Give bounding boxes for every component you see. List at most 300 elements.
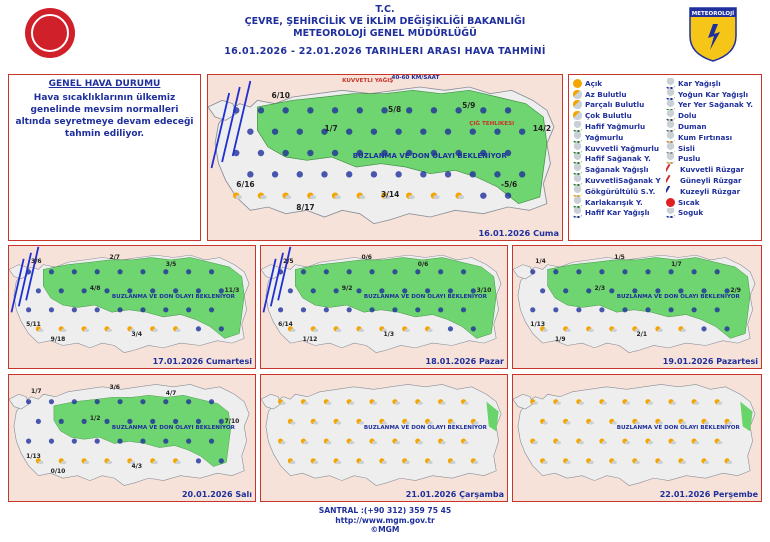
snow-icon <box>196 458 201 463</box>
snow-icon <box>26 439 31 444</box>
header-line1: T.C. <box>375 4 395 15</box>
cloud-icon <box>405 461 410 464</box>
legend-label: Kum Fırtınası <box>678 132 733 142</box>
snow-icon <box>609 288 614 293</box>
snow-icon <box>49 269 54 274</box>
cloud-icon <box>566 329 571 332</box>
footer-copyright: ©MGM <box>370 525 400 534</box>
forecast-date-range: 16.01.2026 - 22.01.2026 TARIHLERI ARASI HAVA TAHMİNİ <box>224 46 546 57</box>
hot-icon <box>666 198 675 207</box>
snow-icon <box>95 269 100 274</box>
snow-icon <box>461 307 466 312</box>
cloud-icon <box>176 461 181 464</box>
snow-icon <box>425 288 430 293</box>
forecast-map-6 <box>260 374 508 502</box>
snow-icon <box>209 399 214 404</box>
rain-icon <box>573 132 582 143</box>
temperature-label: 1/4 <box>535 258 546 266</box>
legend-item <box>573 197 664 208</box>
snow-icon <box>332 107 338 113</box>
snow-icon <box>150 419 155 424</box>
snow-icon <box>668 307 673 312</box>
snow-icon <box>247 171 253 177</box>
cloud-icon <box>303 441 308 444</box>
temperature-label: 6/10 <box>271 91 290 101</box>
cloud-icon <box>463 401 468 404</box>
sun-icon <box>573 79 582 88</box>
snow-icon <box>494 128 500 134</box>
legend-item <box>666 121 757 132</box>
temperature-label: 1/7 <box>324 124 338 134</box>
cloud-icon <box>681 461 686 464</box>
snow-icon <box>586 288 591 293</box>
cloud-icon <box>566 421 571 424</box>
cloud-icon <box>281 441 286 444</box>
snow-icon <box>324 307 329 312</box>
snow-icon <box>420 128 426 134</box>
cloud-icon <box>418 401 423 404</box>
footer-phone: SANTRAL :(+90 312) 359 75 45 <box>318 506 452 515</box>
snow-icon <box>371 128 377 134</box>
snow-icon <box>553 269 558 274</box>
snow-icon <box>448 326 453 331</box>
snow-icon <box>406 107 412 113</box>
cloud-icon <box>533 441 538 444</box>
cloud-icon <box>612 329 617 332</box>
cloud-icon <box>107 461 112 464</box>
cloud-icon <box>336 421 341 424</box>
frost-warning: BUZLANMA VE DON OLAYI BEKLENİYOR <box>111 294 235 301</box>
cloud-icon <box>84 329 89 332</box>
cloud-icon <box>336 329 341 332</box>
cloud-icon <box>281 401 286 404</box>
cloud-icon <box>579 441 584 444</box>
snow-icon <box>196 326 201 331</box>
snow-icon <box>519 171 525 177</box>
snow-icon <box>701 326 706 331</box>
cloud-icon <box>473 461 478 464</box>
snow-icon <box>140 399 145 404</box>
temperature-label: 3/4 <box>131 330 143 338</box>
frost-warning: BUZLANMA VE DON OLAYI BEKLENİYOR <box>111 425 235 431</box>
snow-icon <box>282 150 288 156</box>
snow-icon <box>505 107 511 113</box>
snow-icon <box>186 399 191 404</box>
header <box>0 0 770 70</box>
legend-label: Duman <box>678 122 707 132</box>
cloud-icon <box>61 329 66 332</box>
cloud-icon <box>428 329 433 332</box>
legend-label: Sağanak Yağışlı <box>585 165 649 175</box>
cloud-icon <box>409 195 415 199</box>
cloud-icon <box>428 461 433 464</box>
legend-label: Hafif Kar Yağışlı <box>585 208 650 218</box>
cloud-icon <box>153 461 158 464</box>
temperature-label: 1/2 <box>89 415 101 422</box>
snow-icon <box>272 128 278 134</box>
legend-label: Soguk <box>678 208 704 218</box>
snow-icon <box>196 288 201 293</box>
snow-icon <box>127 288 132 293</box>
legend-item <box>666 175 757 186</box>
cloud-icon <box>349 441 354 444</box>
snow-icon <box>117 439 122 444</box>
snow-icon <box>219 419 224 424</box>
snow-icon <box>82 288 87 293</box>
forecast-day-label: 19.01.2026 Pazartesi <box>662 357 758 366</box>
temperature-label: 2/7 <box>109 254 120 262</box>
cloud-icon <box>671 401 676 404</box>
snow-icon <box>448 288 453 293</box>
snow-icon <box>346 128 352 134</box>
snow-icon <box>357 107 363 113</box>
snow-icon <box>196 419 201 424</box>
cloud-icon <box>285 195 291 199</box>
heavy-snow-icon <box>666 89 675 100</box>
snow-icon <box>402 288 407 293</box>
snow-icon <box>622 269 627 274</box>
snow-icon <box>692 307 697 312</box>
snow-icon <box>186 439 191 444</box>
cloud-icon <box>648 441 653 444</box>
cloud-icon <box>625 441 630 444</box>
snow-icon <box>480 107 486 113</box>
legend-label: Güneyli Rüzgar <box>680 176 742 186</box>
temperature-label: 14/2 <box>532 124 552 134</box>
hail-icon <box>666 110 675 121</box>
cloud-icon <box>395 401 400 404</box>
heavy-shower-icon <box>573 175 582 186</box>
legend-item <box>666 143 757 154</box>
cloud-icon <box>566 461 571 464</box>
temperature-label: 2/3 <box>594 284 606 292</box>
legend-item <box>666 208 757 219</box>
legend-label: Açık <box>585 78 603 88</box>
snow-icon <box>655 288 660 293</box>
cloud-icon <box>625 401 630 404</box>
general-weather-summary <box>8 74 201 241</box>
temperature-label: 9/2 <box>341 284 353 292</box>
snow-icon <box>36 288 41 293</box>
forecast-map-5 <box>8 374 256 502</box>
cloud-icon <box>602 401 607 404</box>
cloud-icon <box>334 195 340 199</box>
forecast-day-label: 17.01.2026 Cumartesi <box>152 357 252 366</box>
legend-item <box>666 89 757 100</box>
forecast-day-label: 18.01.2026 Pazar <box>425 357 504 366</box>
snow-icon <box>519 128 525 134</box>
ministry-logo <box>25 8 75 58</box>
temperature-label: 4/8 <box>89 284 101 292</box>
legend-label: Kuzeyli Rüzgar <box>680 186 741 196</box>
snow-icon <box>258 150 264 156</box>
cloud-icon <box>433 195 439 199</box>
snow-icon <box>72 439 77 444</box>
scattered-shower-icon <box>666 100 675 111</box>
snow-icon <box>219 288 224 293</box>
legend-label: Kuvvetli Rüzgar <box>680 165 745 175</box>
legend-label: Puslu <box>678 154 701 164</box>
light-rain-icon <box>573 121 582 132</box>
temperature-label: 1/7 <box>31 387 42 395</box>
legend-label: Yoğun Kar Yağışlı <box>678 89 749 99</box>
temperature-label: 1/9 <box>554 335 566 343</box>
snow-icon <box>140 269 145 274</box>
snow-icon <box>678 288 683 293</box>
legend-item <box>573 100 664 111</box>
legend-item <box>573 143 664 154</box>
frost-warning: BUZLANMA VE DON OLAYI BEKLENİYOR <box>616 294 740 301</box>
temperature-label: 1/7 <box>671 260 682 268</box>
cloud-icon <box>612 461 617 464</box>
cloud-icon <box>336 461 341 464</box>
snow-icon <box>219 326 224 331</box>
temperature-label: 3/14 <box>380 189 400 199</box>
legend-item <box>573 110 664 121</box>
light-snow-icon <box>573 208 582 219</box>
cloud-icon <box>313 461 318 464</box>
snow-icon <box>209 307 214 312</box>
snow-icon <box>72 269 77 274</box>
snow-icon <box>530 307 535 312</box>
cloud-icon <box>658 461 663 464</box>
cloud-icon <box>38 461 43 464</box>
north-wind-icon <box>666 186 678 197</box>
light-shower-icon <box>573 154 582 165</box>
temperature-label: 1/5 <box>614 254 625 262</box>
header-line2: ÇEVRE, ŞEHİRCİLİK VE İKLİM DEĞİŞİKLİĞİ BAKANLIĞI <box>244 16 526 27</box>
snow-icon <box>334 288 339 293</box>
temperature-label: -5/6 <box>500 179 518 189</box>
legend-item <box>666 100 757 111</box>
snow-icon <box>272 171 278 177</box>
snow-icon <box>470 128 476 134</box>
legend-item <box>666 164 757 175</box>
cloud-icon <box>153 329 158 332</box>
map-annotation: 40-60 KM/SAAT <box>391 75 440 81</box>
legend-item <box>666 197 757 208</box>
cloud-icon <box>372 401 377 404</box>
cloud-icon <box>395 441 400 444</box>
legend-label: Yer Yer Sağanak Y. <box>678 100 753 110</box>
shower-icon <box>573 164 582 175</box>
cloud-icon <box>107 329 112 332</box>
header-line3: METEOROLOJİ GENEL MÜDÜRLÜĞÜ <box>293 28 477 39</box>
snow-icon <box>140 439 145 444</box>
cloud-icon <box>313 421 318 424</box>
snow-icon <box>49 399 54 404</box>
cloud-icon <box>450 461 455 464</box>
temperature-label: 8/17 <box>296 202 315 212</box>
snow-icon <box>692 269 697 274</box>
forecast-map-1 <box>207 74 563 241</box>
snow-icon <box>599 307 604 312</box>
cloud-icon <box>326 401 331 404</box>
temperature-label: 5/8 <box>388 104 402 114</box>
cloud-icon <box>717 441 722 444</box>
snow-icon <box>247 128 253 134</box>
snow-icon <box>645 307 650 312</box>
temperature-label: 1/13 <box>530 321 545 329</box>
forecast-map-3 <box>260 245 508 369</box>
cloud-icon <box>579 401 584 404</box>
snow-icon <box>59 288 64 293</box>
snow-icon <box>445 128 451 134</box>
snow-icon <box>26 399 31 404</box>
map-annotation: KUVVETLI YAĞIŞ <box>342 78 394 85</box>
temperature-label: 4/7 <box>165 390 177 397</box>
snow-icon <box>438 269 443 274</box>
cloud-icon <box>648 401 653 404</box>
cloud-icon <box>556 441 561 444</box>
forecast-day-label: 21.01.2026 Çarşamba <box>405 490 504 499</box>
snow-icon <box>356 288 361 293</box>
cloud-icon <box>589 421 594 424</box>
temperature-label: 2/5 <box>283 258 294 266</box>
snow-icon <box>150 288 155 293</box>
snow-icon <box>209 269 214 274</box>
legend-item <box>573 186 664 197</box>
cloud-icon <box>84 461 89 464</box>
snow-icon <box>715 269 720 274</box>
snow-icon <box>127 419 132 424</box>
cloud-icon <box>326 441 331 444</box>
snow-icon <box>72 307 77 312</box>
snow-icon <box>576 307 581 312</box>
snow-icon <box>297 128 303 134</box>
snow-icon <box>438 307 443 312</box>
temperature-label: 1/12 <box>302 335 318 343</box>
snow-icon <box>117 269 122 274</box>
frost-warning: BUZLANMA VE DON OLAYI BEKLENİYOR <box>616 425 740 431</box>
legend-label: Sisli <box>678 143 695 153</box>
cloud-icon <box>260 195 266 199</box>
cloud-icon <box>658 329 663 332</box>
snow-icon <box>369 269 374 274</box>
snow-icon <box>471 288 476 293</box>
header-title <box>150 4 620 58</box>
snow-icon <box>311 288 316 293</box>
snow-icon <box>471 326 476 331</box>
cloud-icon <box>236 195 242 199</box>
temperature-label: 3/6 <box>31 258 42 266</box>
snow-icon <box>392 307 397 312</box>
snow-icon <box>494 171 500 177</box>
snow-icon <box>258 107 264 113</box>
snow-icon <box>347 307 352 312</box>
snow-icon <box>72 399 77 404</box>
cloud-icon <box>290 421 295 424</box>
snow-icon <box>346 171 352 177</box>
snow-icon <box>95 399 100 404</box>
forecast-day-label: 20.01.2026 Salı <box>181 490 252 499</box>
snow-icon <box>173 288 178 293</box>
legend-label: Kuvvetli Yağmurlu <box>585 143 659 153</box>
fog-icon <box>666 143 675 154</box>
temperature-label: 5/9 <box>462 101 476 111</box>
snow-icon <box>395 128 401 134</box>
snow-icon <box>307 107 313 113</box>
cold-icon <box>666 208 675 219</box>
snow-icon <box>431 107 437 113</box>
turkey-map <box>9 246 254 367</box>
snow-icon <box>415 307 420 312</box>
legend-item <box>573 175 664 186</box>
snow-icon <box>82 419 87 424</box>
meteorology-logo <box>688 6 738 62</box>
turkey-map <box>513 375 760 500</box>
footer-website[interactable]: http://www.mgm.gov.tr <box>335 515 435 525</box>
cloud-icon <box>694 441 699 444</box>
snow-icon <box>420 171 426 177</box>
legend-item <box>573 208 664 219</box>
temperature-label: 7/10 <box>224 417 240 425</box>
haze-icon <box>666 154 675 165</box>
legend-label: Parçalı Bulutlu <box>585 100 645 110</box>
snow-icon <box>117 307 122 312</box>
summary-title: GENEL HAVA DURUMU <box>48 79 161 89</box>
snow-icon <box>163 399 168 404</box>
temperature-label: 3/6 <box>109 383 120 391</box>
cloud-icon <box>463 441 468 444</box>
map-annotation: ÇIĞ TEHLIKESI <box>469 120 515 127</box>
snow-icon <box>321 171 327 177</box>
snow-icon <box>282 107 288 113</box>
snow-icon <box>445 171 451 177</box>
thunderstorm-icon <box>573 186 582 197</box>
cloud-icon <box>671 441 676 444</box>
snow-icon <box>297 171 303 177</box>
cloud-icon <box>310 195 316 199</box>
legend-item <box>666 78 757 89</box>
south-wind-icon <box>666 175 678 186</box>
snow-icon <box>163 269 168 274</box>
strong-wind-icon <box>666 164 678 175</box>
snow-icon <box>369 307 374 312</box>
snow-icon <box>26 307 31 312</box>
partly-cloudy-icon <box>573 100 582 109</box>
cloud-icon <box>635 461 640 464</box>
snow-icon <box>95 439 100 444</box>
cloud-icon <box>533 401 538 404</box>
snow-icon <box>104 288 109 293</box>
temperature-label: 6/16 <box>236 179 255 189</box>
snow-icon <box>49 439 54 444</box>
heavy-rain-icon <box>573 143 582 154</box>
footer <box>0 506 770 535</box>
legend-item <box>573 154 664 165</box>
snow-icon <box>395 171 401 177</box>
snow-icon <box>632 288 637 293</box>
frost-warning: BUZLANMA VE DON OLAYI BEKLENİYOR <box>363 294 487 301</box>
snow-icon <box>540 288 545 293</box>
cloud-icon <box>441 441 446 444</box>
cloud-icon <box>303 401 308 404</box>
legend-item <box>666 110 757 121</box>
turkey-map <box>9 375 254 500</box>
legend-item <box>573 132 664 143</box>
snow-icon <box>415 269 420 274</box>
frost-warning: BUZLANMA VE DON OLAYI BEKLENİYOR <box>352 152 507 161</box>
snow-icon <box>209 439 214 444</box>
temperature-label: 2/1 <box>636 330 648 338</box>
snow-icon <box>347 269 352 274</box>
forecast-map-4 <box>512 245 762 369</box>
turkey-map <box>261 246 506 367</box>
sandstorm-icon <box>666 132 675 143</box>
snow-icon <box>724 326 729 331</box>
snow-icon <box>645 269 650 274</box>
